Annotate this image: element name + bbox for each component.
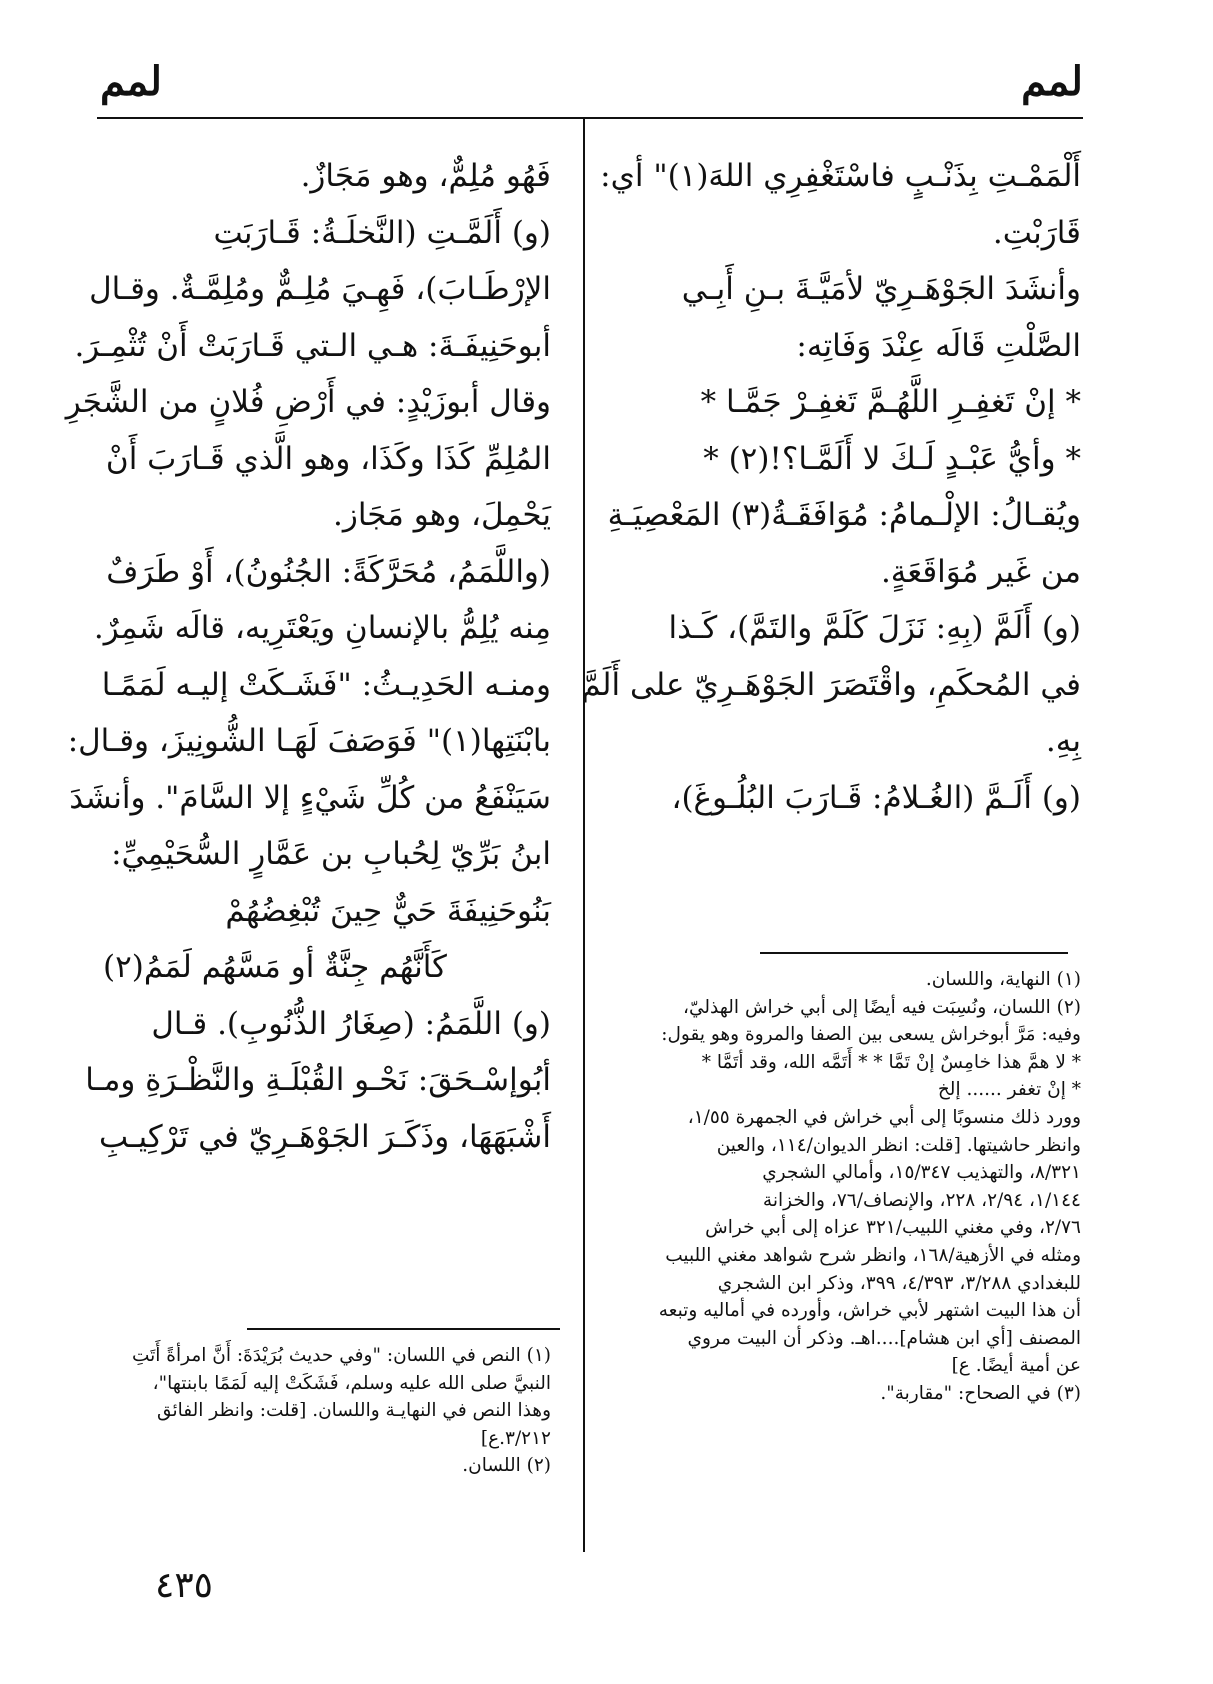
footnote-line: وانظر حاشيتها. [قلت: انظر الديوان/١١٤، والعين bbox=[716, 1134, 1081, 1156]
running-header-right: لمم bbox=[1021, 58, 1083, 105]
footnote-rule-left bbox=[247, 1328, 560, 1330]
text-line: (و) أَلَـمَّ (الغُـلامُ: قَـارَبَ البُلُـوغَ)، bbox=[671, 779, 1081, 816]
footnote-line: (٣) في الصحاح: "مقاربة". bbox=[880, 1382, 1081, 1404]
text-line: أبُوإسْـحَقَ: نَحْـو القُبْلَـةِ والنَّظْـرَةِ ومـا bbox=[85, 1062, 551, 1098]
text-line: قَارَبْتِ. bbox=[992, 214, 1081, 251]
text-line: (و) أَلَمَّـتِ (النَّخلَـةُ: قَـارَبَتِ bbox=[213, 214, 551, 251]
text-line: بِهِ. bbox=[1045, 723, 1081, 759]
footnote-line: * لا همَّ هذا خامِسٌ إنْ تَمَّا * * أَتَمَّه الله، وقد أتَمَّا * bbox=[701, 1051, 1081, 1073]
footnote-line: (٢) اللسان، ونُسِبَت فيه أيضًا إلى أبي خراش الهذليّ، bbox=[683, 996, 1081, 1018]
text-line: من غَير مُوَاقَعَةٍ. bbox=[880, 553, 1081, 590]
text-line: أَلْمَمْـتِ بِذَنْـبٍ فاسْتَغْفِرِي اللهَ(١)" أي: bbox=[600, 158, 1081, 194]
footnote-line: النبيَّ صلى الله عليه وسلم، فَشَكَتْ إليه لَمَمًا بابنتها"، bbox=[152, 1372, 551, 1394]
footnote-line: أن هذا البيت اشتهر لأبي خراش، وأورده في أماليه وتبعه bbox=[658, 1300, 1081, 1322]
verse-line: كَأَنَّهُم جِنَّةٌ أو مَسَّهُم لَمَمُ(٢) bbox=[103, 949, 447, 985]
footnote-line: عن أمية أيضًا. ع] bbox=[951, 1355, 1081, 1377]
footnote-line: وورد ذلك منسوبًا إلى أبي خراش في الجمهرة ١/٥٥، bbox=[687, 1106, 1081, 1128]
verse-line: * إنْ تَغفِـرِ اللَّهُـمَّ تَغفِـرْ جَمَّـا * bbox=[700, 384, 1081, 420]
footnote-line: (١) النهاية، واللسان. bbox=[925, 969, 1081, 990]
text-line: ومنـه الحَدِيـثُ: "فَشَـكَتْ إليـه لَمَمًـا bbox=[101, 666, 551, 703]
verse-line: بَنُوحَنِيفَةَ حَيٌّ حِينَ تُبْغِضُهُمْ bbox=[225, 892, 551, 929]
right-column bbox=[581, 148, 1081, 826]
column-divider bbox=[583, 117, 585, 1552]
footnote-line: ٨/٣٢١، والتهذيب ١٥/٣٤٧، وأمالي الشجري bbox=[762, 1162, 1081, 1184]
text-line: مِنه يُلِمُّ بالإنسانِ ويَعْتَرِيه، قالَه شَمِرٌ. bbox=[93, 610, 551, 646]
right-footnotes bbox=[615, 966, 1081, 1408]
header-rule bbox=[97, 117, 1083, 119]
footnote-line: (١) النص في اللسان: "وفي حديث بُرَيْدَةَ: أَنَّ امرأةً أَتَتِ bbox=[131, 1345, 551, 1366]
left-column bbox=[65, 148, 551, 1165]
footnote-line: وهذا النص في النهايـة واللسان. [قلت: وانظر الفائق bbox=[157, 1400, 551, 1422]
running-header-left: لمم bbox=[100, 58, 162, 105]
footnote-line: وفيه: مَرَّ أبوخراش يسعى بين الصفا والمروة وهو يقول: bbox=[661, 1024, 1081, 1046]
footnote-rule-right bbox=[760, 952, 1068, 954]
text-line: (و) أَلَمَّ (بِهِ: نَزَلَ كَلَمَّ والتَمَّ)، كَـذا bbox=[668, 610, 1081, 646]
footnote-line: ١/١٤٤، ٢/٩٤، ٢٢٨، والإنصاف/٧٦، والخزانة bbox=[762, 1189, 1081, 1211]
text-line: الإرْطَـابَ)، فَهِـيَ مُلِـمٌّ ومُلِمَّـةٌ. وقـال bbox=[89, 271, 551, 307]
footnote-line: ٢/٧٦، وفي مغني اللبيب/٣٢١ عزاه إلى أبي خراش bbox=[705, 1217, 1081, 1239]
text-line: ويُقـالُ: الإلْـمامُ: مُوَافَقَـةُ(٣) المَعْصِيَـةِ bbox=[607, 497, 1081, 533]
footnote-line: (٢) اللسان. bbox=[462, 1455, 551, 1477]
text-line: (و) اللَّمَمُ: (صِغَارُ الذُّنُوبِ). قـال bbox=[151, 1005, 551, 1042]
text-line: فَهُو مُلِمٌّ، وهو مَجَازٌ. bbox=[300, 158, 551, 194]
page-number: ٤٣٥ bbox=[155, 1565, 214, 1606]
text-line: في المُحكَمِ، واقْتَصَرَ الجَوْهَـرِيّ على أَلَمَّ bbox=[581, 666, 1081, 703]
left-footnotes bbox=[99, 1342, 551, 1480]
footnote-line: ومثله في الأزهية/١٦٨، وانظر شرح شواهد مغني اللبيب bbox=[665, 1244, 1081, 1266]
text-line: وقال أبوزَيْدٍ: في أَرْضِ فُلانٍ من الشَّجَرِ bbox=[65, 384, 551, 420]
text-line: الصَّلْتِ قَالَه عِنْدَ وَفَاتِه: bbox=[796, 327, 1081, 364]
footnote-line: * إنْ تغفر ...... إلخ bbox=[937, 1079, 1081, 1101]
footnote-line: للبغدادي ٣/٢٨٨، ٤/٣٩٣، ٣٩٩، وذكر ابن الشجري bbox=[717, 1272, 1081, 1294]
footnote-line: المصنف [أي ابن هشام]....اهـ. وذكر أن البيت مروي bbox=[687, 1327, 1081, 1349]
text-line: ابنُ بَرِّيّ لِحُبابِ بن عَمَّارٍ السُّحَيْمِيِّ: bbox=[111, 836, 551, 872]
text-line: وأنشَدَ الجَوْهَـرِيّ لأمَيَّـةَ بـنِ أَبِـي bbox=[681, 271, 1081, 307]
text-line: أَشْبَهَهَا، وذَكَـرَ الجَوْهَـرِيّ في تَرْكِيـبِ bbox=[98, 1118, 551, 1155]
text-line: بابْنَتِها(١)" فَوَصَفَ لَهَـا الشُّونِيزَ، وقـال: bbox=[67, 723, 551, 759]
text-line: (واللَّمَمُ، مُحَرَّكَةً: الجُنُونُ)، أَوْ طَرَفٌ bbox=[106, 553, 551, 590]
footnote-line: ٣/٢١٢.ع] bbox=[480, 1427, 551, 1449]
text-line: يَحْمِلَ، وهو مَجَاز. bbox=[333, 497, 551, 533]
text-line: أبوحَنِيفَـةَ: هـي الـتي قَـارَبَتْ أَنْ تُثْمِـرَ. bbox=[74, 327, 551, 364]
text-line: المُلِمِّ كَذَا وكَذَا، وهو الَّذي قَـارَبَ أَنْ bbox=[105, 440, 551, 477]
text-line: سَيَنْفَعُ من كُلِّ شَيْءٍ إلا السَّامَ". وأنشَدَ bbox=[69, 779, 551, 816]
verse-line: * وأيُّ عَبْـدٍ لَـكَ لا أَلَمَّـا؟!(٢) * bbox=[703, 440, 1081, 477]
